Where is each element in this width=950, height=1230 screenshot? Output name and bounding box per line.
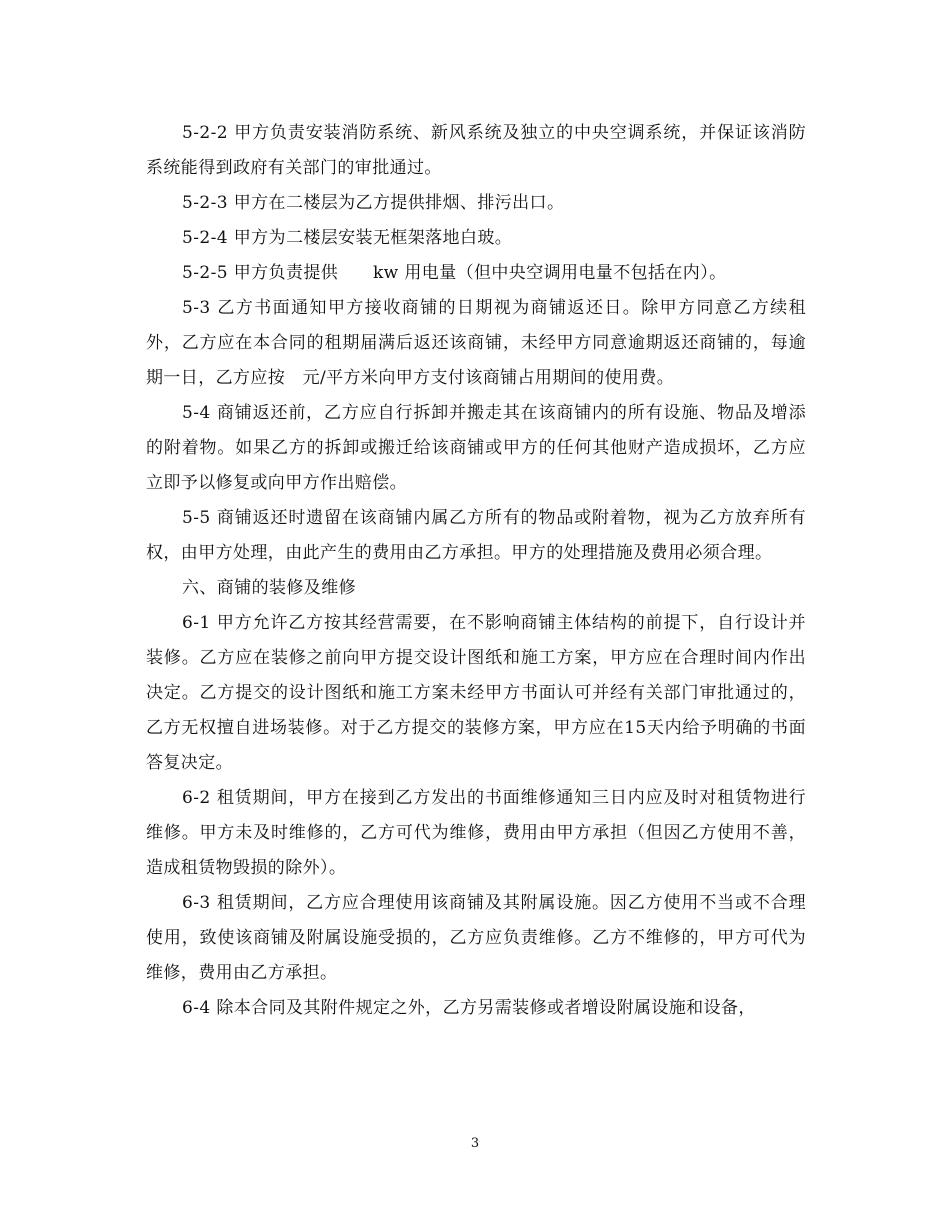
- clause-6-3: 6-3 租赁期间，乙方应合理使用该商铺及其附属设施。因乙方使用不当或不合理使用，致使该商铺及附属设施受损的，乙方应负责维修。乙方不维修的，甲方可代为维修，费用由乙方承担。: [146, 893, 806, 983]
- clause-5-4: 5-4 商铺返还前，乙方应自行拆卸并搬走其在该商铺内的所有设施、物品及增添的附着物。如果乙方的拆卸或搬迁给该商铺或甲方的任何其他财产造成损坏，乙方应立即予以修复或向甲方作出赔偿。: [146, 403, 806, 493]
- clause-5-3: 5-3 乙方书面通知甲方接收商铺的日期视为商铺返还日。除甲方同意乙方续租外，乙方应在本合同的租期届满后返还该商铺，未经甲方同意逾期返还商铺的，每逾期一日，乙方应按 元/平方米向甲方支付该商铺占用期间的使用费。: [146, 298, 806, 388]
- section-heading-6: 六、商铺的装修及维修: [182, 578, 356, 598]
- clause-5-5: 5-5 商铺返还时遗留在该商铺内属乙方所有的物品或附着物，视为乙方放弃所有权，由甲方处理，由此产生的费用由乙方承担。甲方的处理措施及费用必须合理。: [146, 508, 806, 563]
- clause-5-2-3: 5-2-3 甲方在二楼层为乙方提供排烟、排污出口。: [182, 193, 565, 213]
- clause-6-4: 6-4 除本合同及其附件规定之外，乙方另需装修或者增设附属设施和设备，: [182, 998, 756, 1018]
- body-text: [146, 116, 806, 1026]
- clause-6-2: 6-2 租赁期间，甲方在接到乙方发出的书面维修通知三日内应及时对租赁物进行维修。甲方未及时维修的，乙方可代为维修，费用由甲方承担（但因乙方使用不善，造成租赁物毁损的除外）。: [146, 788, 806, 878]
- page-number: 3: [470, 1136, 480, 1151]
- clause-5-2-5: 5-2-5 甲方负责提供 kw 用电量（但中央空调用电量不包括在内）。: [182, 263, 727, 283]
- clause-6-1: 6-1 甲方允许乙方按其经营需要，在不影响商铺主体结构的前提下，自行设计并装修。乙方应在装修之前向甲方提交设计图纸和施工方案，甲方应在合理时间内作出决定。乙方提交的设计图纸和施工方案未经甲方书面认可并经有关部门审批通过的，乙方无权擅自进场装修。对于乙方提交的装修方案，甲方应在15天内给予明确的书面答复决定。: [146, 613, 806, 773]
- clause-5-2-2: 5-2-2 甲方负责安装消防系统、新风系统及独立的中央空调系统，并保证该消防系统能得到政府有关部门的审批通过。: [146, 123, 806, 178]
- clause-5-2-4: 5-2-4 甲方为二楼层安装无框架落地白玻。: [182, 228, 513, 248]
